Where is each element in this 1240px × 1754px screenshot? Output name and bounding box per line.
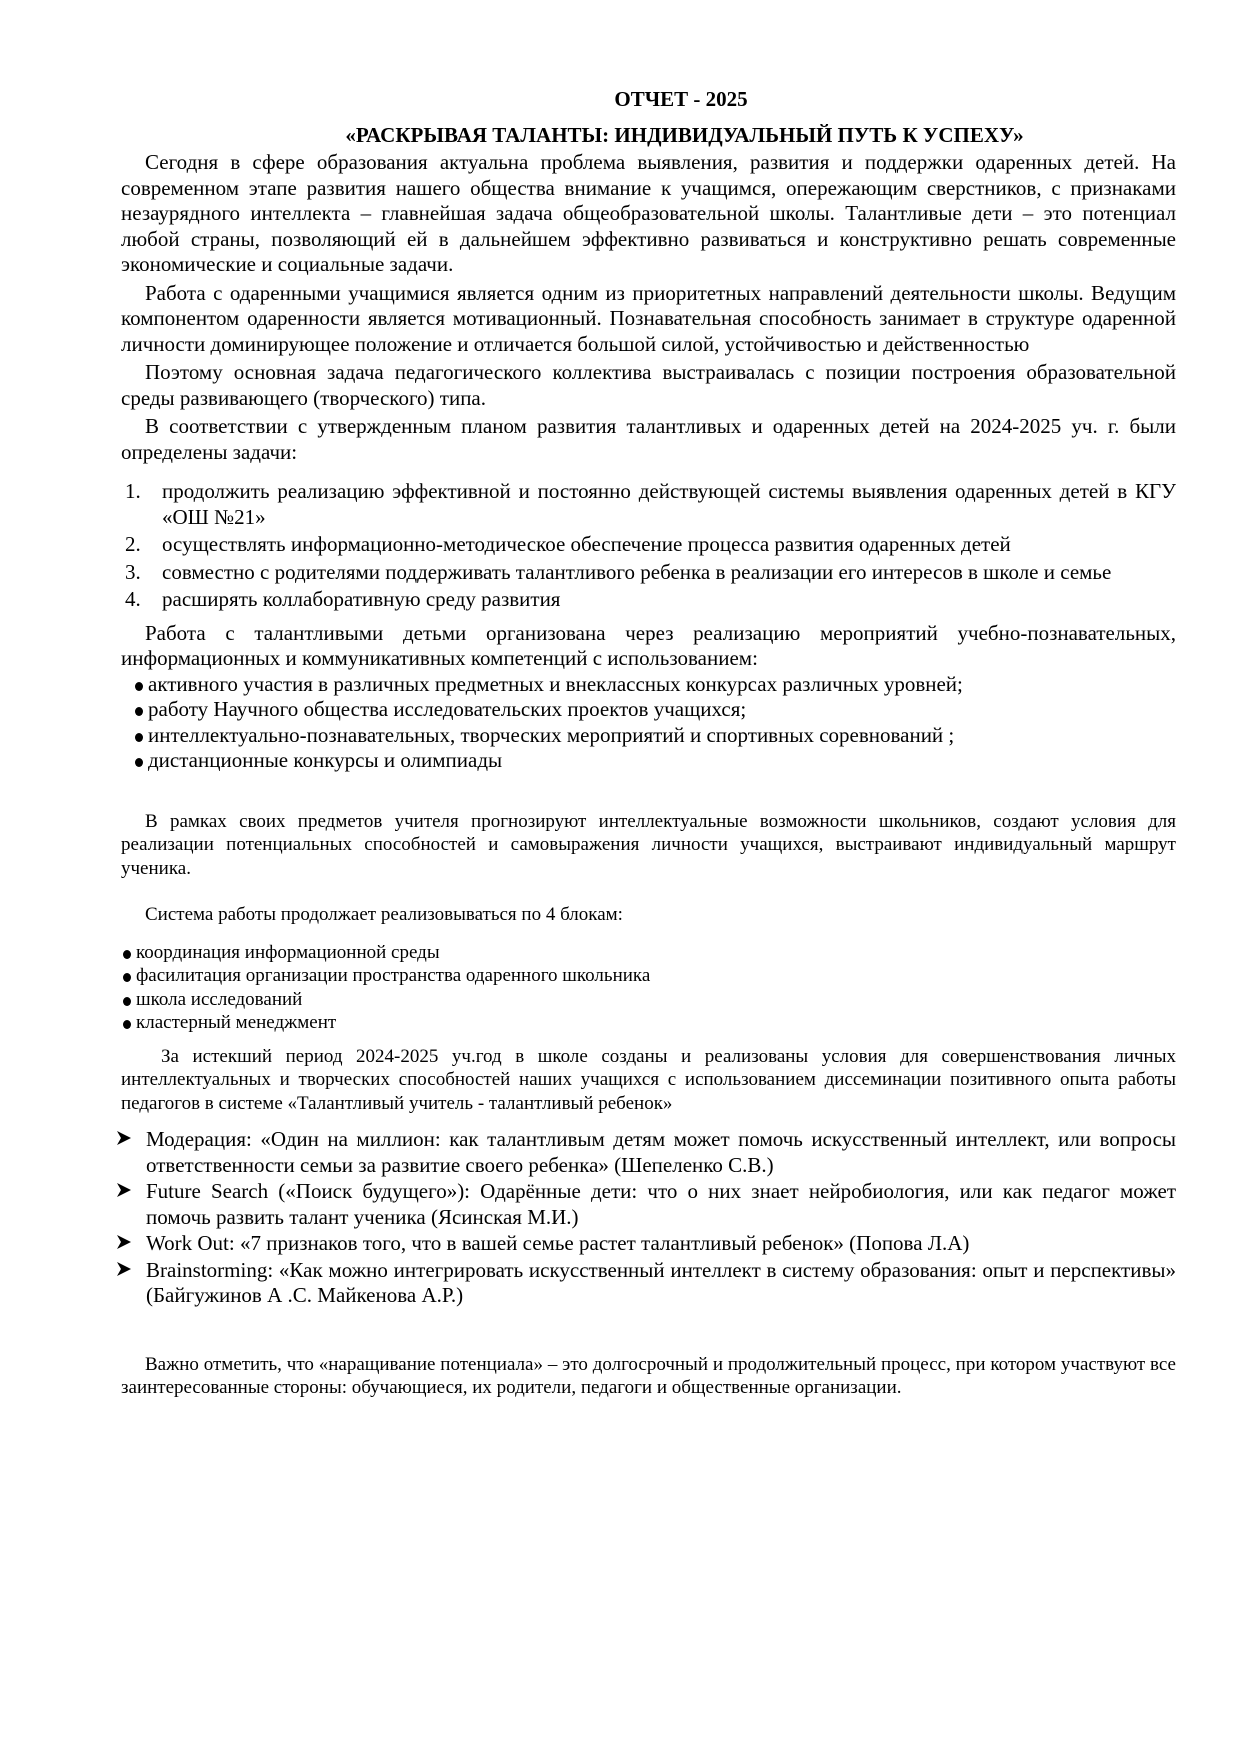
work-bullet-item <box>121 723 1176 749</box>
bullet-icon <box>135 682 143 691</box>
bullet-icon <box>123 1020 131 1029</box>
work-bullet-item <box>121 697 1176 723</box>
closing-paragraph: Важно отметить, что «наращивание потенциала» – это долгосрочный и продолжительный процесс, при котором участвуют все заинтересованные стороны: обучающиеся, их родители, педагоги и общественные организации. <box>121 1353 1176 1399</box>
event-item <box>121 1258 1176 1309</box>
event-text: Work Out: «7 признаков того, что в вашей семье растет талантливый ребенок» (Попова Л.А) <box>146 1231 970 1256</box>
bullet-icon <box>123 973 131 982</box>
blocks-intro: Система работы продолжает реализовываться по 4 блокам: <box>145 904 623 925</box>
work-bullet-text: работу Научного общества исследовательских проектов учащихся; <box>148 697 747 721</box>
task-item <box>121 479 1176 530</box>
task-text: совместно с родителями поддерживать талантливого ребенка в реализации его интересов в школе и семье <box>162 559 1112 584</box>
event-text: Brainstorming: «Как можно интегрировать искусственный интеллект в систему образования: опыт и перспективы» (Байгужинов А .С. Майкенова А.Р.) <box>146 1257 1176 1308</box>
block-item <box>121 1011 1176 1035</box>
arrow-bullet-icon <box>115 1181 133 1199</box>
bullet-icon <box>135 733 143 742</box>
blocks-list <box>121 941 1176 1035</box>
block-item <box>121 964 1176 988</box>
task-item <box>121 587 1176 613</box>
intro-paragraph: Сегодня в сфере образования актуальна проблема выявления, развития и поддержки одаренных детей. На современном этапе развития нашего общества внимание к учащимся, опережающим сверстников, с признаками незаурядного интеллекта – главнейшая задача общеобразовательной школы. Талантливые дети – это потенциал любой страны, позволяющий ей в дальнейшем эффективно развиваться и конструктивно решать современные экономические и социальные задачи. <box>121 150 1176 276</box>
arrow-bullet-icon <box>115 1129 133 1147</box>
intro-paragraph: Работа с одаренными учащимися является одним из приоритетных направлений деятельности школы. Ведущим компонентом одаренности является мотивационный. Познавательная способность занимает в структуре одаренной личности доминирующее положение и отличается большой силой, устойчивостью и действенностью <box>121 280 1176 356</box>
event-item <box>121 1127 1176 1178</box>
block-item <box>121 941 1176 965</box>
document-page <box>121 80 1176 1400</box>
document-title: ОТЧЕТ - 2025 <box>614 87 748 111</box>
event-item <box>121 1179 1176 1230</box>
tasks-list <box>121 479 1176 613</box>
bullet-icon <box>123 997 131 1006</box>
arrow-bullet-icon <box>115 1233 133 1251</box>
block-text: кластерный менеджмент <box>136 1012 337 1034</box>
events-list <box>121 1127 1176 1309</box>
bullet-icon <box>135 758 143 767</box>
event-text: Модерация: «Один на миллион: как талантливым детям может помочь искусственный интеллект, или вопросы ответственности семьи за развитие своего ребенка» (Шепеленко С.В.) <box>146 1127 1176 1177</box>
task-number: 3. <box>125 559 141 584</box>
teachers-paragraph: В рамках своих предметов учителя прогнозируют интеллектуальные возможности школьников, создают условия для реализации потенциальных способностей и самовыражения личности учащихся, выстраивают индивидуальный маршрут ученика. <box>121 810 1176 879</box>
work-paragraph: Работа с талантливыми детьми организована через реализацию мероприятий учебно-познавательных, информационных и коммуникативных компетенций с использованием: <box>121 620 1176 670</box>
work-bullets-list <box>121 672 1176 774</box>
task-item <box>121 560 1176 586</box>
arrow-bullet-icon <box>115 1260 133 1278</box>
intro-paragraph: В соответствии с утвержденным планом развития талантливых и одаренных детей на 2024-2025 уч. г. были определены задачи: <box>121 414 1176 464</box>
document-subtitle: «РАСКРЫВАЯ ТАЛАНТЫ: ИНДИВИДУАЛЬНЫЙ ПУТЬ К УСПЕХУ» <box>345 123 1024 147</box>
work-bullet-item <box>121 672 1176 698</box>
block-text: фасилитация организации пространства одаренного школьника <box>136 965 651 987</box>
task-number: 4. <box>125 587 141 611</box>
period-paragraph: За истекший период 2024-2025 уч.год в школе созданы и реализованы условия для совершенствования личных интеллектуальных и творческих способностей наших учащихся с использованием диссеминации позитивного опыта работы педагогов в системе «Талантливый учитель - талантливый ребенок» <box>121 1045 1176 1114</box>
task-text: осуществлять информационно-методическое обеспечение процесса развития одаренных детей <box>162 532 1011 556</box>
task-text: расширять коллаборативную среду развития <box>162 587 561 611</box>
bullet-icon <box>123 950 131 959</box>
task-item <box>121 532 1176 558</box>
intro-paragraph: Поэтому основная задача педагогического коллектива выстраивалась с позиции построения образовательной среды развивающего (творческого) типа. <box>121 360 1176 410</box>
work-bullet-item <box>121 748 1176 774</box>
task-number: 1. <box>125 479 141 503</box>
bullet-icon <box>135 707 143 716</box>
block-item <box>121 988 1176 1012</box>
task-text: продолжить реализацию эффективной и постоянно действующей системы выявления одаренных детей в КГУ «ОШ №21» <box>162 479 1176 529</box>
work-bullet-text: интеллектуально-познавательных, творческих мероприятий и спортивных соревнований ; <box>148 722 955 747</box>
work-bullet-text: активного участия в различных предметных и внеклассных конкурсах различных уровней; <box>148 671 963 696</box>
event-item <box>121 1231 1176 1257</box>
block-text: координация информационной среды <box>136 941 440 963</box>
work-bullet-text: дистанционные конкурсы и олимпиады <box>148 748 503 772</box>
task-number: 2. <box>125 532 141 556</box>
event-text: Future Search («Поиск будущего»): Одарённые дети: что о них знает нейробиология, или как педагог может помочь развить талант ученика (Ясинская М.И.) <box>146 1179 1176 1229</box>
block-text: школа исследований <box>136 988 303 1010</box>
